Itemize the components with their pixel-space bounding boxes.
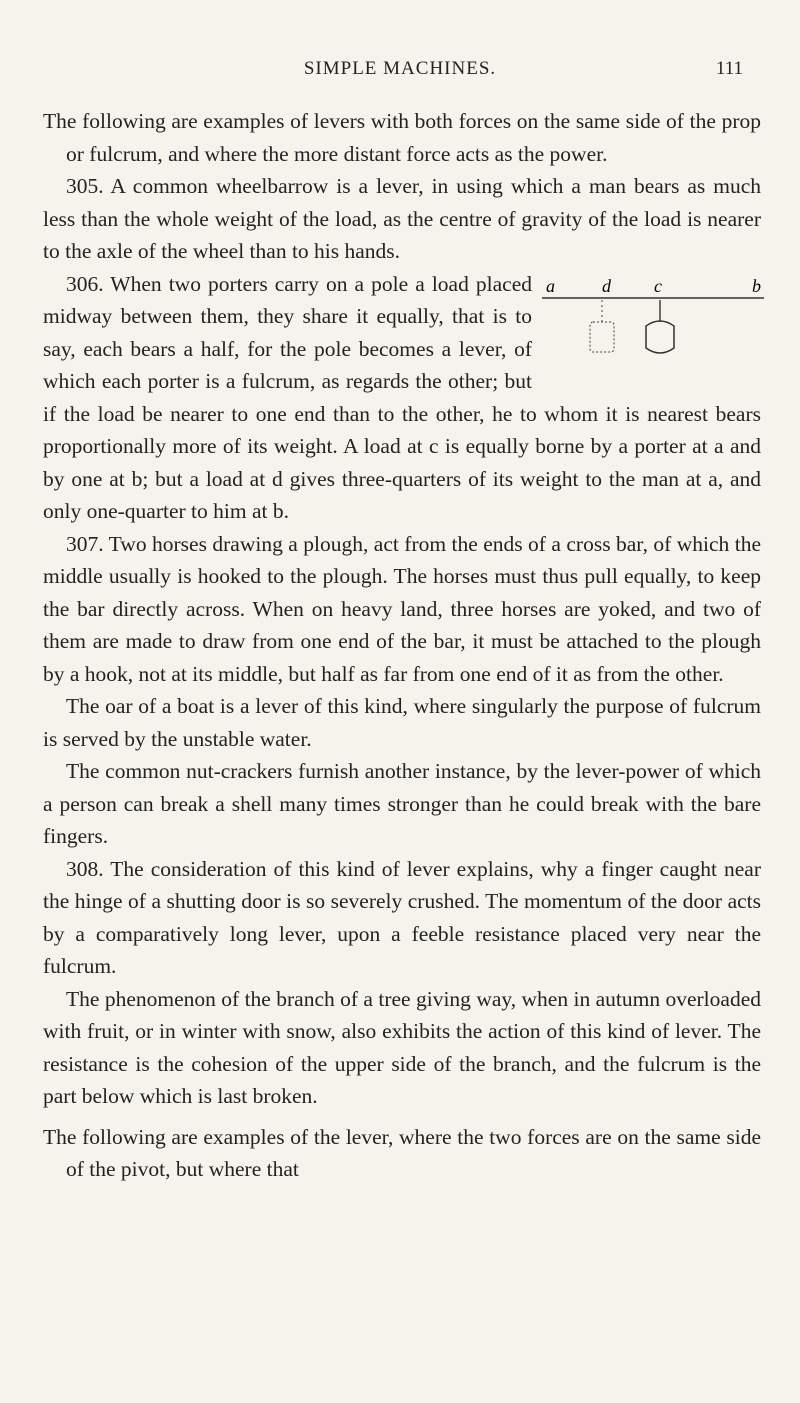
oar-paragraph: The oar of a boat is a lever of this kind, where singularly the purpose of fulcrum is served by the unstable water. xyxy=(43,694,761,751)
branch-paragraph: The phenomenon of the branch of a tree giving way, when in autumn overloaded with fruit, or in winter with snow, also exhibits the action of this kind of lever. The resistance is the cohesion of the upper side of the branch, and the fulcrum is the part below which is last broken. xyxy=(43,986,761,1108)
paragraph-306: a d c b 306. When two porters carry on a pole a load placed midway between them, they share it equally, that is to say, each bears a half, for the pole becomes a lever, of which each porter is a fulcrum, as regards the other; but if the load be nearer to one end than to the other, he to whom it is nearest bears proportionally more of its weight. A load at c is equally borne by a porter at a and by one at b; but a load at d gives three-quarters of its weight to the man at a, and only one-quarter to him at b. xyxy=(43,268,761,528)
label-c: c xyxy=(654,275,662,296)
body-text xyxy=(43,105,761,1186)
label-a: a xyxy=(546,275,555,296)
lever-diagram xyxy=(542,270,764,368)
label-d: d xyxy=(602,275,611,296)
paragraph-307: 307. Two horses drawing a plough, act from the ends of a cross bar, of which the middle usually is hooked to the plough. The horses must thus pull equally, to keep the bar directly across. When on heavy land, three horses are yoked, and two of them are made to draw from one end of the bar, it must be attached to the plough by a hook, not at its middle, but half as far from one end of it as from the other. xyxy=(43,531,761,686)
intro-paragraph: The following are examples of levers with both forces on the same side of the prop or fulcrum, and where the more distant force acts as the power. xyxy=(43,109,761,166)
load-c xyxy=(646,321,674,353)
outro-paragraph: The following are examples of the lever, where the two forces are on the same side of the pivot, but where that xyxy=(43,1124,761,1181)
label-b: b xyxy=(752,275,761,296)
page-number: 111 xyxy=(715,58,743,79)
porter-pole-figure xyxy=(542,270,764,368)
paragraph-308: 308. The consideration of this kind of lever explains, why a finger caught near the hinge of a shutting door is so severely crushed. The momentum of the door acts by a comparatively long lever, upon a feeble resistance placed very near the fulcrum. xyxy=(43,856,761,978)
running-title: SIMPLE MACHINES. xyxy=(303,58,497,79)
paragraph-305: 305. A common wheelbarrow is a lever, in using which a man bears as much less than the whole weight of the load, as the centre of gravity of the load is nearer to the axle of the wheel than to his hands. xyxy=(43,174,761,263)
load-d xyxy=(590,322,614,352)
running-header xyxy=(0,58,800,88)
nutcracker-paragraph: The common nut-crackers furnish another instance, by the lever-power of which a person can break a shell many times stronger than he could break with the bare fingers. xyxy=(43,759,761,848)
